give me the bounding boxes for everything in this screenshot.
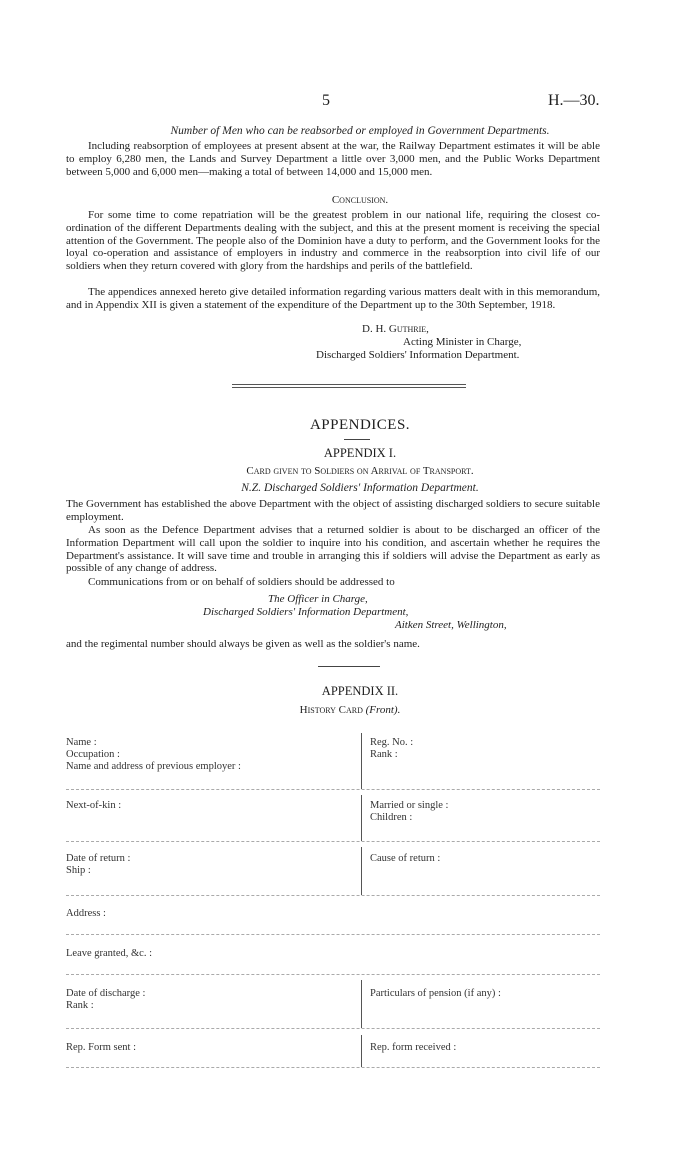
field-pension: Particulars of pension (if any) :	[370, 988, 501, 999]
appendix-2-subtitle: History Card	[299, 704, 363, 716]
field-cause-of-return: Cause of return :	[370, 853, 441, 864]
signature-role: Acting Minister in Charge,	[403, 336, 522, 348]
field-previous-employer: Name and address of previous employer :	[66, 761, 241, 772]
field-address: Address :	[66, 908, 106, 919]
appendix-1-paragraph-2: As soon as the Defence Department advises that a returned soldier is about to be discharged an officer of the Information Department will call upon the soldier to inquire into his condition, and ascertain whether he requires the Department's assistance. It will save time and trouble in arranging this if soldiers will advise the Department as early as possible of any change of address.	[66, 524, 600, 575]
form-rule-2	[66, 841, 600, 842]
form-rule-4	[66, 934, 600, 935]
form-divider-1	[361, 733, 362, 789]
reabsorption-title: Number of Men who can be reabsorbed or employed in Government Departments.	[170, 125, 550, 137]
title-underline	[344, 439, 370, 440]
appendix-1-paragraph-3: Communications from or on behalf of soldiers should be addressed to	[88, 576, 395, 588]
appendix-1-title: APPENDIX I.	[323, 446, 397, 460]
field-date-of-return: Date of return :	[66, 853, 131, 864]
field-ship: Ship :	[66, 865, 91, 876]
appendix-2-subtitle-row	[0, 704, 700, 716]
conclusion-paragraph-2: The appendices annexed hereto give detailed information regarding various matters dealt with in this memorandum, and in Appendix XII is given a statement of the expenditure of the Department up to the 30th September, 1918.	[66, 286, 600, 311]
page-number: 5	[322, 92, 330, 109]
address-line-3: Aitken Street, Wellington,	[395, 619, 507, 631]
signature-name: D. H. Guthrie,	[362, 323, 429, 335]
form-divider-4	[361, 980, 362, 1028]
appendix-2-title: APPENDIX II.	[321, 684, 399, 698]
address-line-1: The Officer in Charge,	[268, 593, 368, 605]
field-reg-no: Reg. No. :	[370, 737, 414, 748]
field-occupation: Occupation :	[66, 749, 120, 760]
field-date-of-discharge: Date of discharge :	[66, 988, 146, 999]
form-rule-5	[66, 974, 600, 975]
field-rep-form-sent: Rep. Form sent :	[66, 1042, 136, 1053]
appendix-divider	[318, 666, 380, 667]
field-name: Name :	[66, 737, 97, 748]
address-line-2: Discharged Soldiers' Information Department,	[203, 606, 409, 618]
field-rank: Rank :	[370, 749, 398, 760]
signature-department: Discharged Soldiers' Information Department.	[316, 349, 520, 361]
form-rule-6	[66, 1028, 600, 1029]
appendix-1-subtitle: Card given to Soldiers on Arrival of Transport.	[246, 465, 474, 477]
section-divider	[232, 384, 466, 388]
form-rule-7	[66, 1067, 600, 1068]
appendix-1-department: N.Z. Discharged Soldiers' Information Department.	[241, 482, 479, 494]
form-rule-1	[66, 789, 600, 790]
form-divider-5	[361, 1035, 362, 1067]
field-married-or-single: Married or single :	[370, 800, 449, 811]
appendices-title: APPENDICES.	[309, 417, 411, 433]
field-next-of-kin: Next-of-kin :	[66, 800, 122, 811]
conclusion-paragraph-1: For some time to come repatriation will be the greatest problem in our national life, requiring the closest co-ordination of the different Departments dealing with the subject, and this at the present moment is receiving the special attention of the Government. The people also of the Dominion have a duty to perform, and the Government looks for the loyal co-operation and assistance of employers in industry and commerce in the reabsorption into civil life of our soldiers when they return covered with glory from the hardships and perils of the battlefield.	[66, 209, 600, 273]
appendix-2-subtitle-side: (Front).	[365, 704, 401, 716]
appendix-1-paragraph-4: and the regimental number should always be given as well as the soldier's name.	[66, 638, 420, 650]
conclusion-heading: Conclusion.	[331, 194, 389, 206]
appendix-1-paragraph-1: The Government has established the above Department with the object of assisting discharged soldiers to secure suitable employment.	[66, 498, 600, 523]
reabsorption-paragraph: Including reabsorption of employees at present absent at the war, the Railway Department estimates it will be able to employ 6,280 men, the Lands and Survey Department a little over 3,000 men, and the Public Works Department between 5,000 and 6,000 men—making a total of between 14,000 and 15,000 men.	[66, 140, 600, 178]
page-code: H.—30.	[548, 92, 600, 109]
form-divider-3	[361, 847, 362, 895]
field-children: Children :	[370, 812, 413, 823]
form-rule-3	[66, 895, 600, 896]
field-rank-discharge: Rank :	[66, 1000, 94, 1011]
field-rep-form-received: Rep. form received :	[370, 1042, 457, 1053]
form-divider-2	[361, 795, 362, 841]
field-leave-granted: Leave granted, &c. :	[66, 948, 152, 959]
